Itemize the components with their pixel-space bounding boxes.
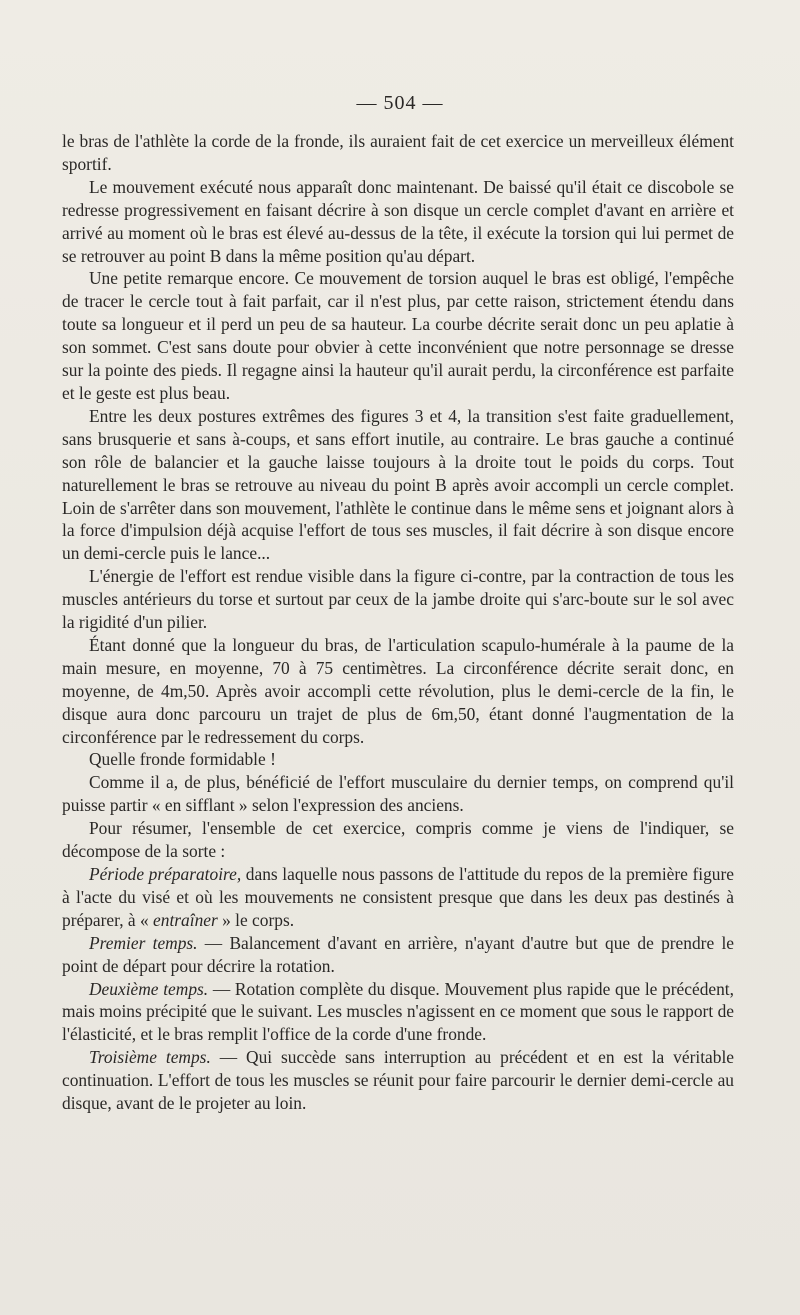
paragraph-troisieme-temps [62,1046,734,1115]
paragraph: Une petite remarque encore. Ce mouvement de torsion auquel le bras est obligé, l'empêche de tracer le cercle tout à fait parfait, car il n'est plus, par cette raison, strictement étendu dans toute sa longueur et il perd un peu de sa hauteur. La courbe décrite serait donc un peu aplatie à son sommet. C'est sans doute pour obvier à cette inconvénient que notre personnage se dresse sur la pointe des pieds. Il regagne ainsi la hauteur qu'il aurait perdu, la circonférence est parfaite et le geste est plus beau. [62,268,734,403]
paragraph-body: — Qui succède sans interruption au précédent et en est la véritable continuation. L'effort de tous les muscles se réunit pour faire parcourir le dernier demi-cercle au disque, avant de le projeter au loin. [62,1047,734,1114]
paragraph-tail: » le corps. [217,909,295,930]
paragraph: Le mouvement exécuté nous apparaît donc maintenant. De baissé qu'il était ce discobole se redresse progressivement en faisant décrire à son disque un cercle complet d'avant en arrière et arrivé au moment où le bras est élevé au-dessus de la tête, il exécute la torsion qui lui permet de se retrouver au point B dans la même position qu'au départ. [62,176,734,266]
term-entrainer: entraîner [153,909,218,930]
paragraph: Entre les deux postures extrêmes des figures 3 et 4, la transition s'est faite graduellement, sans brusquerie et sans à-coups, et sans effort inutile, au contraire. Le bras gauche a continué son rôle de balancier et la gauche laisse toujours à la droite tout le poids du corps. Tout naturellement le bras se retrouve au niveau du point B après avoir accompli un cercle complet. Loin de s'arrêter dans son mouvement, l'athlète le continue dans le même sens et joignant alors à la force d'impulsion déjà acquise l'effort de tous ses muscles, il fait décrire à son disque encore un demi-cercle puis le lance... [62,405,734,564]
paragraph-body: dans laquelle nous passons de l'attitude du repos de la première figure à l'acte du visé et où les mouvements ne consistent presque que dans les deux pas destinés à préparer, à « [62,864,734,930]
term-troisieme-temps: Troisième temps. [89,1047,211,1068]
term-periode-preparatoire: Période préparatoire, [89,864,242,884]
paragraph-body: — Rotation complète du disque. Mouvement plus rapide que le précédent, mais moins précipité que le suivant. Les muscles n'agissent en ce moment que sous le rapport de l'élasticité, et le bras remplit l'office de la corde d'une fronde. [62,978,734,1045]
paragraph: Comme il a, de plus, bénéficié de l'effort musculaire du dernier temps, on comprend qu'il puisse partir « en sifflant » selon l'expression des anciens. [62,772,734,816]
paragraph: Étant donné que la longueur du bras, de l'articulation scapulo-humérale à la paume de la main mesure, en moyenne, 70 à 75 centimètres. La circonférence décrite serait donc, en moyenne, de 4m,50. Après avoir accompli cette révolution, plus le demi-cercle de la fin, le disque aura donc parcouru un trajet de plus de 6m,50, étant donné l'augmentation de la circonférence par le redressement du corps. [62,634,734,747]
paragraph-periode-preparatoire [62,863,734,932]
paragraph: Pour résumer, l'ensemble de cet exercice, compris comme je viens de l'indiquer, se décompose de la sorte : [62,818,734,862]
term-premier-temps: Premier temps. [89,932,198,953]
paragraph-body: — Balancement d'avant en arrière, n'ayant d'autre but que de prendre le point de départ pour décrire la rotation. [62,932,734,976]
paragraph: Quelle fronde formidable ! [89,749,276,770]
term-deuxieme-temps: Deuxième temps. [89,978,209,999]
paragraph-premier-temps [62,932,734,978]
body-text [62,130,734,1115]
paragraph: L'énergie de l'effort est rendue visible dans la figure ci-contre, par la contraction de tous les muscles antérieurs du torse et surtout par ceux de la jambe droite qui s'arc-boute sur le sol avec la rigidité d'un pilier. [62,566,734,633]
paragraph: le bras de l'athlète la corde de la fronde, ils auraient fait de cet exercice un merveilleux élément sportif. [62,131,734,174]
paragraph-deuxieme-temps [62,978,734,1047]
page-number: — 504 — [356,92,444,114]
